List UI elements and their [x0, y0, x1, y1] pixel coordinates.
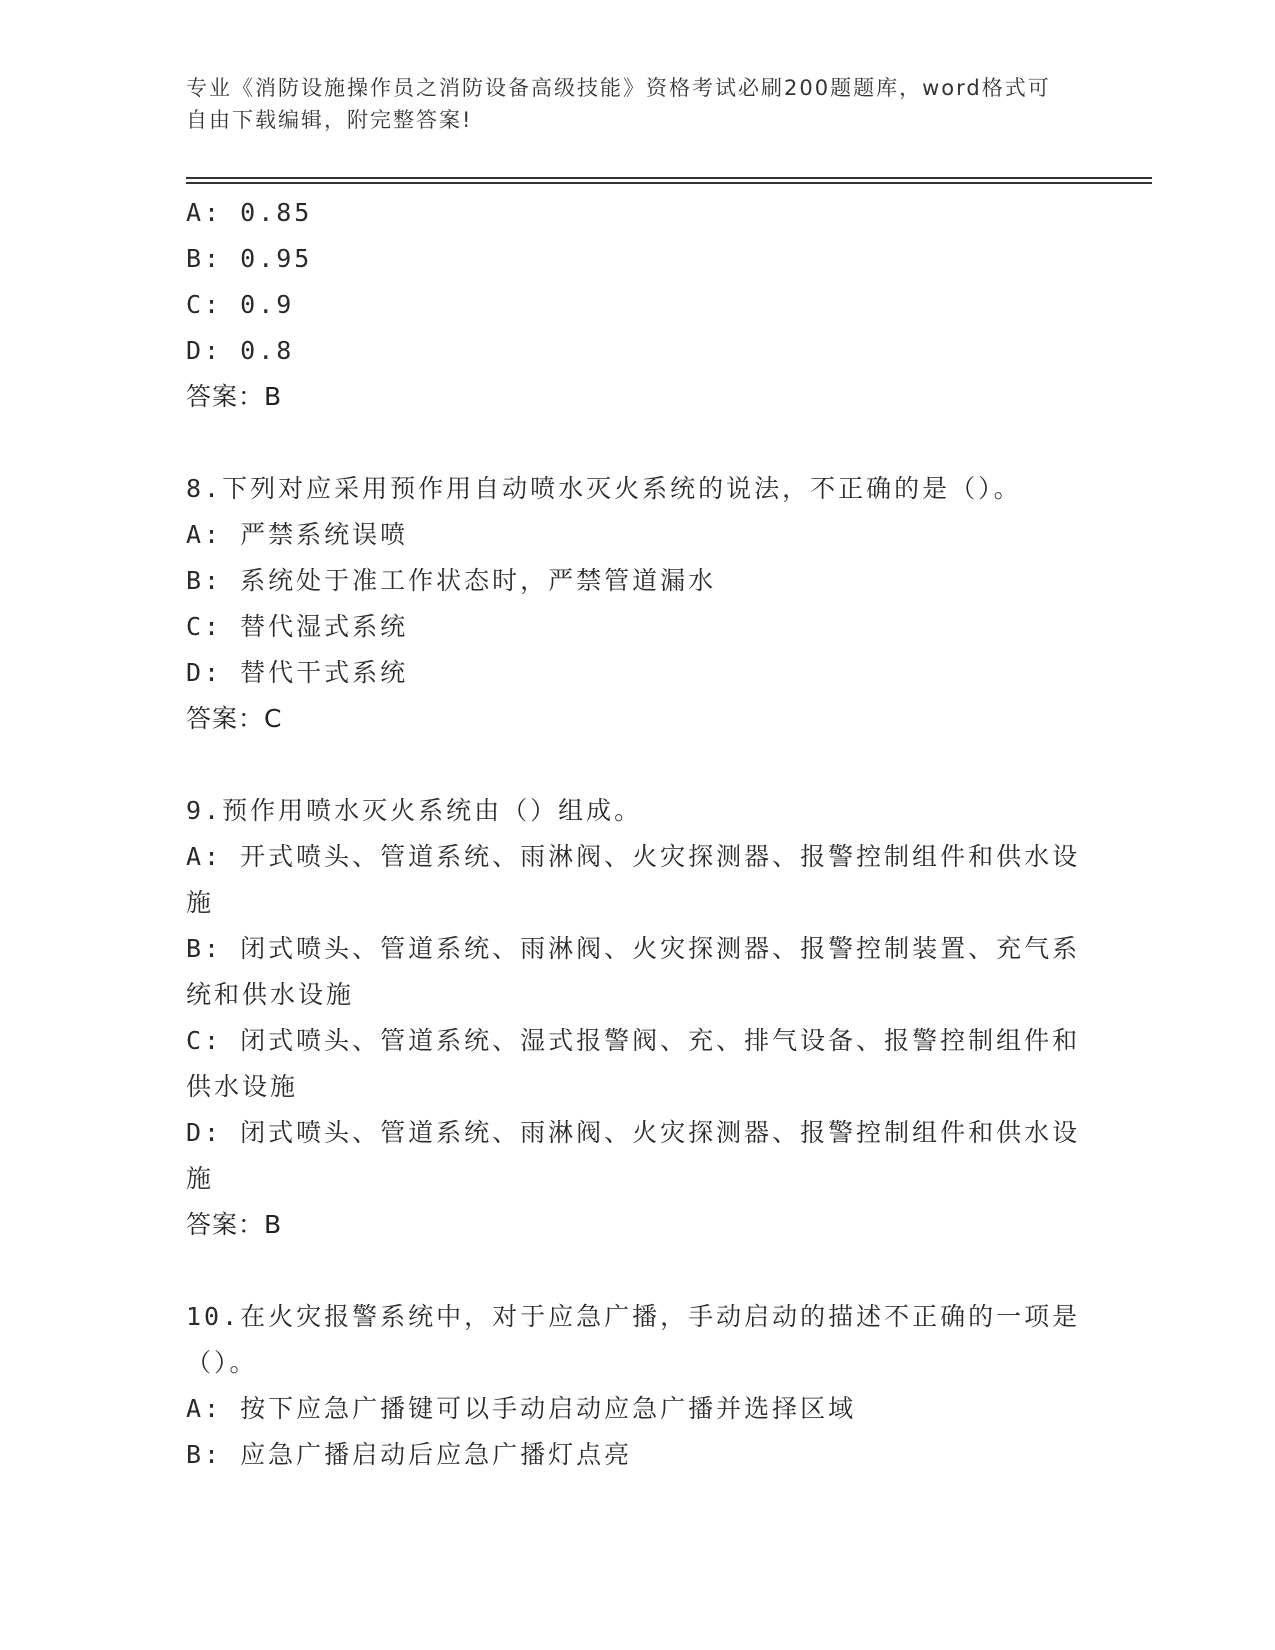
- document-header: 专业《消防设施操作员之消防设备高级技能》资格考试必刷200题题库，word格式可自由下载编辑，附完整答案!: [186, 76, 1051, 132]
- question-7-options: [186, 190, 1086, 374]
- q8-option-d: D: 替代干式系统: [186, 658, 409, 687]
- spacer: [186, 1248, 1086, 1294]
- q8-answer: 答案：C: [186, 704, 283, 733]
- q9-question: 9.预作用喷水灭火系统由（）组成。: [186, 796, 643, 825]
- spacer: [186, 420, 1086, 466]
- q7-answer: 答案：B: [186, 382, 283, 411]
- q9-option-a: A: 开式喷头、管道系统、雨淋阀、火灾探测器、报警控制组件和供水设施: [186, 842, 1081, 917]
- q7-option-d: D: 0.8: [186, 336, 295, 365]
- q8-option-b: B: 系统处于准工作状态时，严禁管道漏水: [186, 566, 717, 595]
- q8-option-c: C: 替代湿式系统: [186, 612, 409, 641]
- q10-question: 10.在火灾报警系统中，对于应急广播，手动启动的描述不正确的一项是（）。: [186, 1302, 1081, 1377]
- q9-option-c: C: 闭式喷头、管道系统、湿式报警阀、充、排气设备、报警控制组件和供水设施: [186, 1026, 1081, 1101]
- q10-option-a: A: 按下应急广播键可以手动启动应急广播并选择区域: [186, 1394, 857, 1423]
- question-8-options: [186, 512, 1086, 696]
- q8-question: 8.下列对应采用预作用自动喷水灭火系统的说法，不正确的是（）。: [186, 474, 1022, 503]
- question-content: [186, 190, 1086, 1478]
- q7-option-c: C: 0.9: [186, 290, 295, 319]
- q10-option-b: B: 应急广播启动后应急广播灯点亮: [186, 1440, 633, 1469]
- question-9-options: [186, 834, 1086, 1202]
- header-rule-top: [186, 177, 1152, 179]
- q9-option-b: B: 闭式喷头、管道系统、雨淋阀、火灾探测器、报警控制装置、充气系统和供水设施: [186, 934, 1081, 1009]
- q9-option-d: D: 闭式喷头、管道系统、雨淋阀、火灾探测器、报警控制组件和供水设施: [186, 1118, 1081, 1193]
- q7-option-b: B: 0.95: [186, 244, 313, 273]
- spacer: [186, 742, 1086, 788]
- q8-option-a: A: 严禁系统误喷: [186, 520, 409, 549]
- question-10-options: [186, 1386, 1086, 1478]
- q7-option-a: A: 0.85: [186, 198, 313, 227]
- header-rule-bottom: [186, 182, 1152, 184]
- q9-answer: 答案：B: [186, 1210, 283, 1239]
